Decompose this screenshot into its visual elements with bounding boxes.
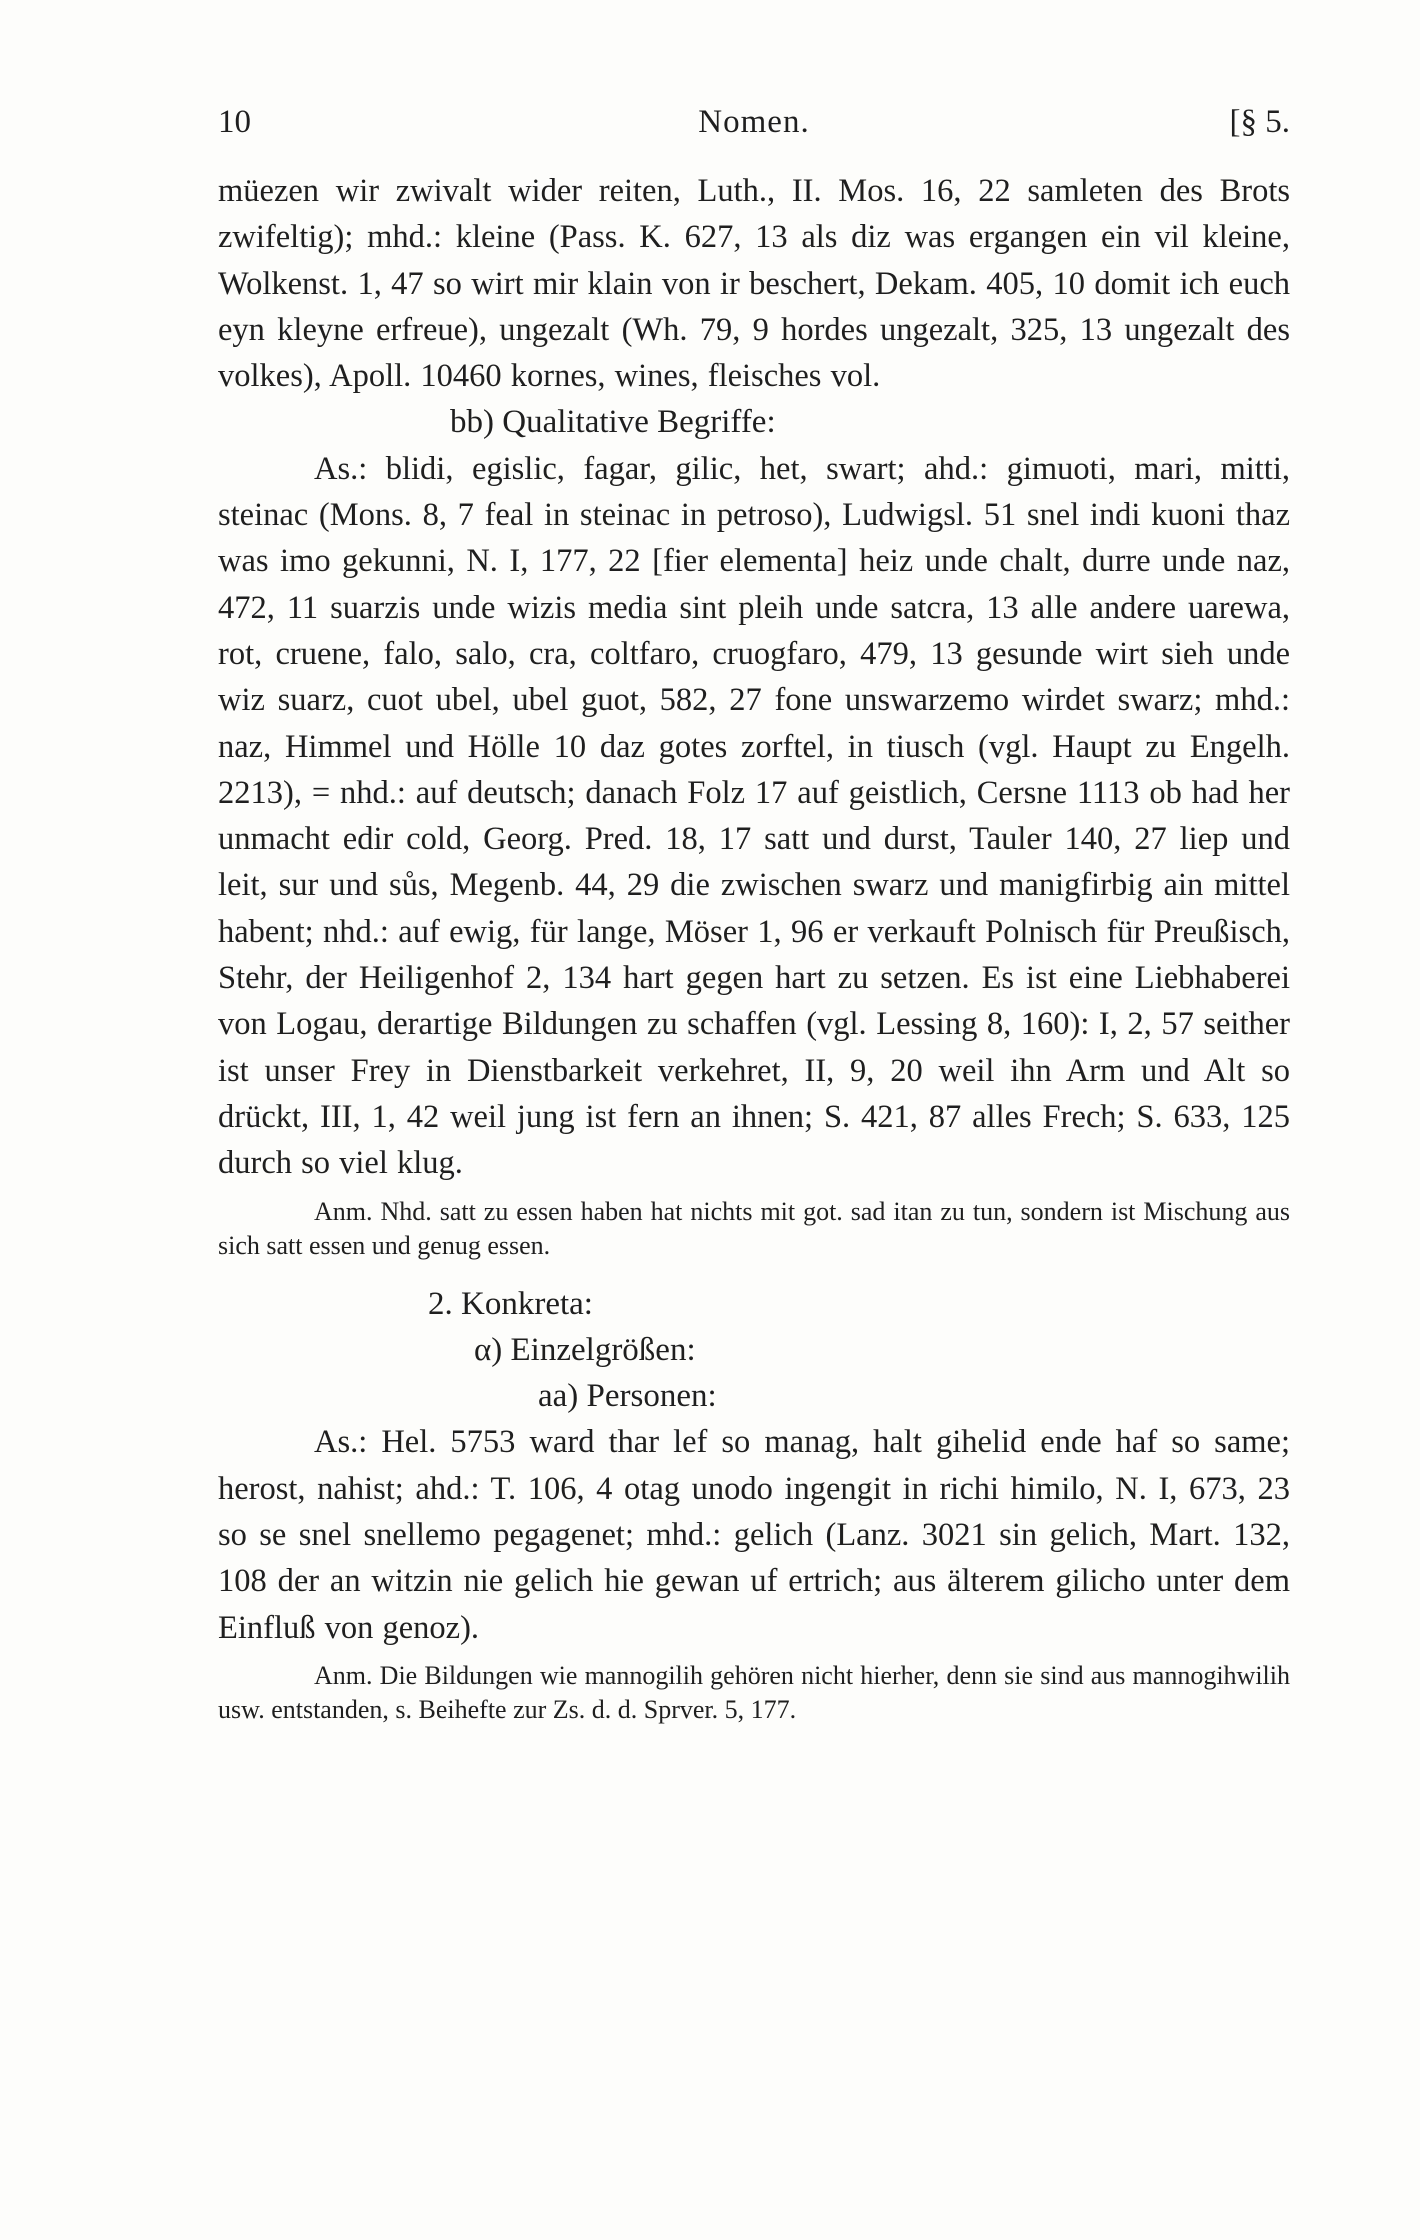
paragraph-text: As.: blidi, egislic, fagar, gilic, het, swart; ahd.: gimuoti, mari, mitti, steinac (Mons. 8, 7 feal in steinac in petroso), Ludwigsl. 51 snel indi kuoni thaz was imo gekunni, N. I, 177, 22 [fier elementa] heiz unde chalt, durre unde naz, 472, 11 suarzis unde wizis media sint pleih unde satcra, 13 alle andere uarewa, rot, cruene, falo, salo, cra, coltfaro, cruogfaro, 479, 13 gesunde wirt sieh unde wiz suarz, cuot ubel, ubel guot, 582, 27 fone unswarzemo wirdet swarz; mhd.: naz, Himmel und Hölle 10 daz gotes zorftel, in tiusch (vgl. Haupt zu Engelh. 2213), = nhd.: auf deutsch; danach Folz 17 auf geistlich, Cersne 1113 ob had her unmacht edir cold, Georg. Pred. 18, 17 satt und durst, Tauler 140, 27 liep und leit, sur und sůs, Megenb. 44, 29 die zwischen swarz und manigfirbig ain mittel habent; nhd.: auf ewig, für lange, Möser 1, 96 er verkauft Polnisch für Preußisch, Stehr, der Heiligenhof 2, 134 hart gegen hart zu setzen. Es ist eine Liebhaberei von Logau, derartige Bildungen zu schaffen (vgl. Lessing 8, 160): I, 2, 57 seither ist unser Frey in Dienstbarkeit verkehret, II, 9, 20 weil ihn Arm und Alt so drückt, III, 1, 42 weil jung ist fern an ihnen; S. 421, 87 alles Frech; S. 633, 125 durch so viel klug. — [218, 450, 1290, 1182]
paragraph-text: As.: Hel. 5753 ward thar lef so manag, halt gihelid ende haf so same; herost, nahist; ahd.: T. 106, 4 otag unodo ingengit in richi himilo, N. I, 673, 23 so se snel snellemo pegagenet; mhd.: gelich (Lanz. 3021 sin gelich, Mart. 132, 108 der an witzin nie gelich hie gewan uf ertrich; aus älterem gilicho unter dem Einfluß von genoz). — [218, 1424, 1290, 1646]
section-marker: [§ 5. — [1229, 104, 1290, 140]
page-body — [218, 168, 1290, 1731]
heading-personen: aa) Personen: — [538, 1378, 717, 1415]
running-header — [218, 100, 1290, 144]
page-number: 10 — [218, 104, 251, 140]
footnote-anm-satt: Anm. Nhd. satt zu essen haben hat nichts mit got. sad itan zu tun, sondern ist Mischung aus sich satt essen und genug essen. — [218, 1196, 1290, 1260]
paragraph-text: müezen wir zwivalt wider reiten, Luth., II. Mos. 16, 22 samleten des Brots zwifeltig); mhd.: kleine (Pass. K. 627, 13 als diz was ergangen ein vil kleine, Wolkenst. 1, 47 so wirt mir klain von ir beschert, Dekam. 405, 10 domit ich euch eyn kleyne erfreue), ungezalt (Wh. 79, 9 hordes ungezalt, 325, 13 ungezalt des volkes), Apoll. 10460 kornes, wines, fleisches vol. — [218, 173, 1290, 395]
paragraph-qualitative — [218, 446, 1290, 1187]
footnote-anm-mannogilih: Anm. Die Bildungen wie mannogilih gehören nicht hierher, denn sie sind aus mannogihwilih usw. entstanden, s. Beihefte zur Zs. d. d. Sprver. 5, 177. — [218, 1660, 1290, 1724]
paragraph-continuation — [218, 168, 1290, 399]
heading-einzelgroessen: α) Einzelgrößen: — [474, 1331, 696, 1368]
running-title: Nomen. — [698, 104, 810, 140]
heading-qualitative-begriffe: bb) Qualitative Begriffe: — [450, 404, 776, 441]
paragraph-personen — [218, 1419, 1290, 1650]
heading-konkreta: 2. Konkreta: — [428, 1285, 593, 1322]
